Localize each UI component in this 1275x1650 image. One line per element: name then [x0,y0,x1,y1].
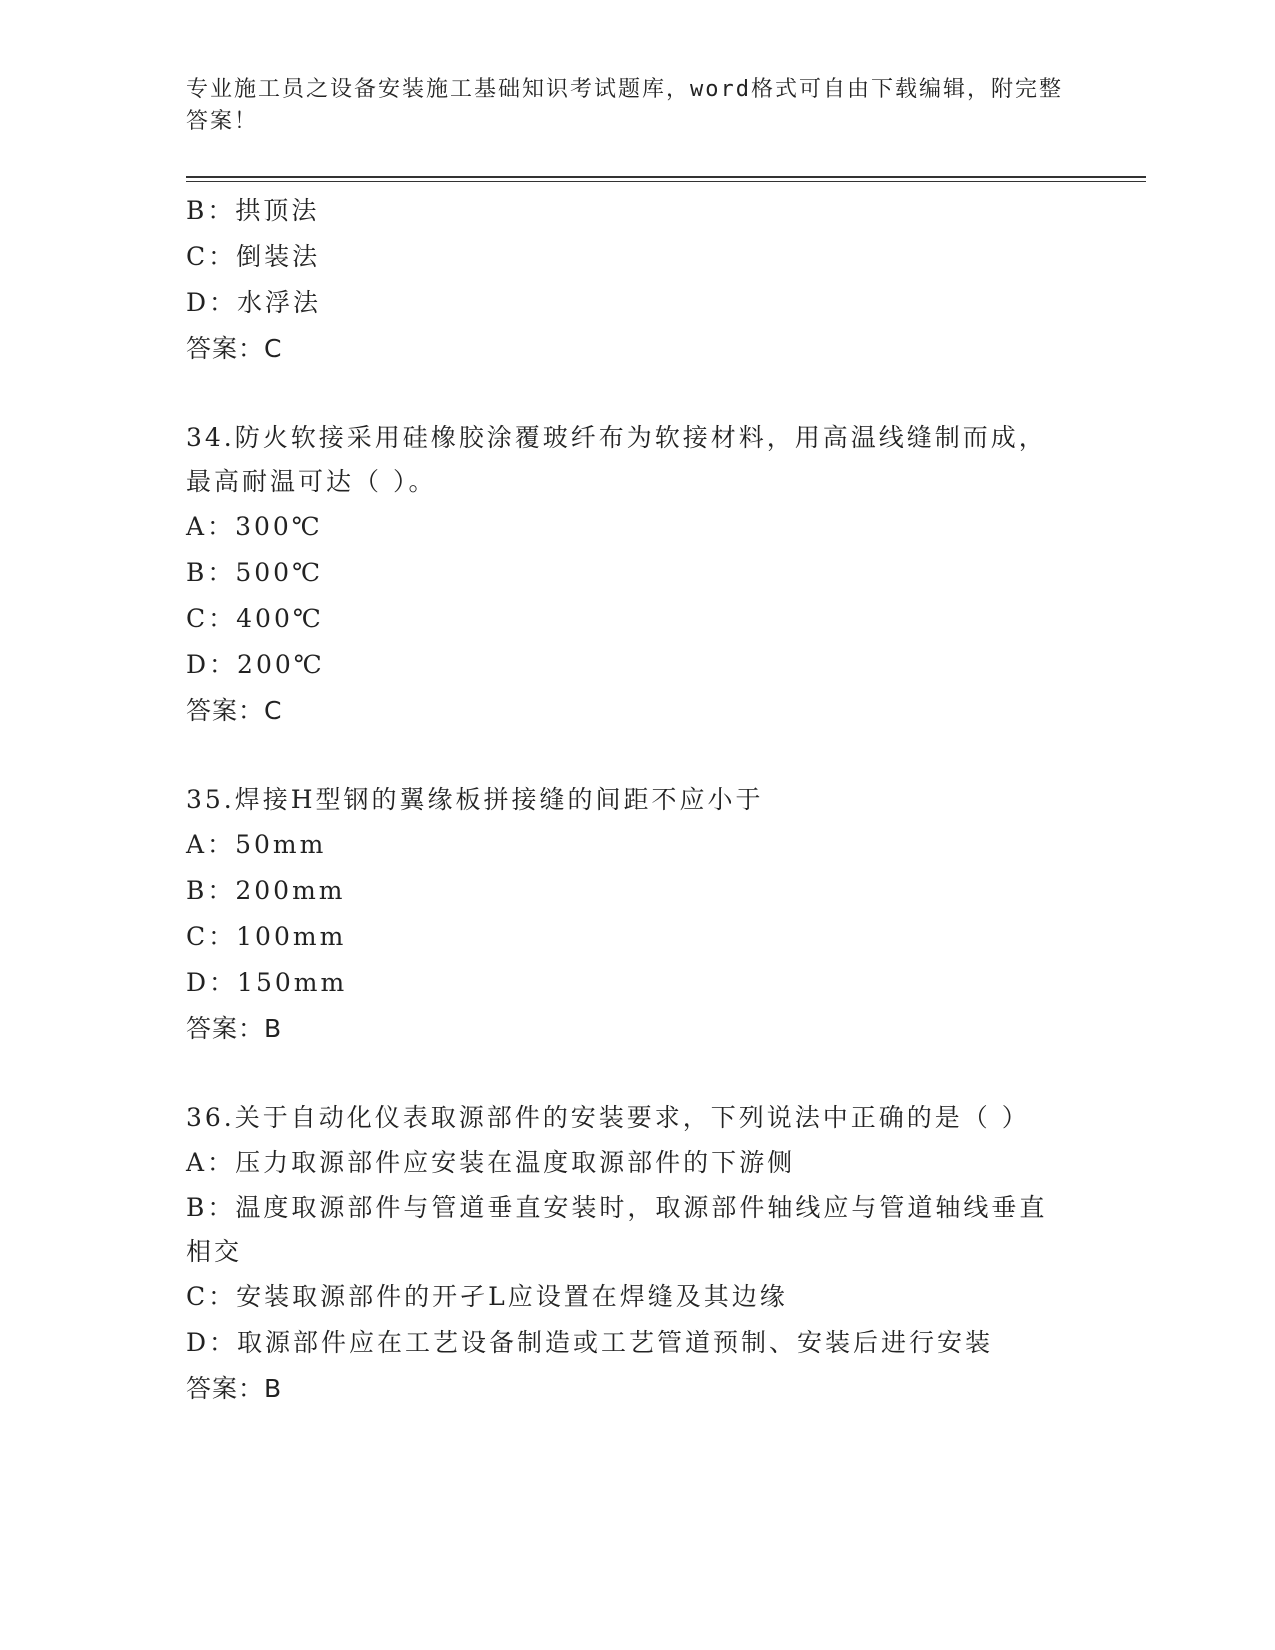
option-a: A：压力取源部件应安装在温度取源部件的下游侧 [186,1148,796,1177]
option-c: C：安装取源部件的开孑L应设置在焊缝及其边缘 [186,1282,788,1311]
option-a: A：300℃ [186,512,323,541]
option-d: D：150mm [186,968,348,997]
spacer [186,734,1066,778]
header-rule-thick [186,176,1146,178]
option-d: D：取源部件应在工艺设备制造或工艺管道预制、安装后进行安装 [186,1328,994,1357]
question-35 [186,778,1066,1052]
question-33-tail [186,188,1066,372]
option-b: B：温度取源部件与管道垂直安装时，取源部件轴线应与管道轴线垂直相交 [186,1193,1048,1266]
option-c: C：100mm [186,922,347,951]
option-b: B：500℃ [186,558,324,587]
answer-line: 答案：B [186,1014,283,1043]
answer-line: 答案：C [186,696,283,725]
header-rule-thin [186,181,1146,182]
question-36 [186,1096,1066,1412]
question-stem: 35.焊接H型钢的翼缘板拼接缝的间距不应小于 [186,785,764,814]
question-stem: 34.防火软接采用硅橡胶涂覆玻纤布为软接材料，用高温线缝制而成，最高耐温可达（ ）。 [186,423,1047,496]
answer-line: 答案：B [186,1374,283,1403]
spacer [186,1052,1066,1096]
option-d: D：水浮法 [186,288,322,317]
option-d: D：200℃ [186,650,325,679]
option-c: C：倒装法 [186,242,321,271]
document-header: 专业施工员之设备安装施工基础知识考试题库，word格式可自由下载编辑，附完整答案！ [186,77,1063,134]
question-stem: 36.关于自动化仪表取源部件的安装要求，下列说法中正确的是（ ） [186,1103,1030,1132]
question-34 [186,416,1066,734]
option-b: B：拱顶法 [186,196,320,225]
answer-line: 答案：C [186,334,283,363]
option-b: B：200mm [186,876,346,905]
option-a: A：50mm [186,830,327,859]
option-c: C：400℃ [186,604,324,633]
spacer [186,372,1066,416]
question-list [186,188,1066,1412]
